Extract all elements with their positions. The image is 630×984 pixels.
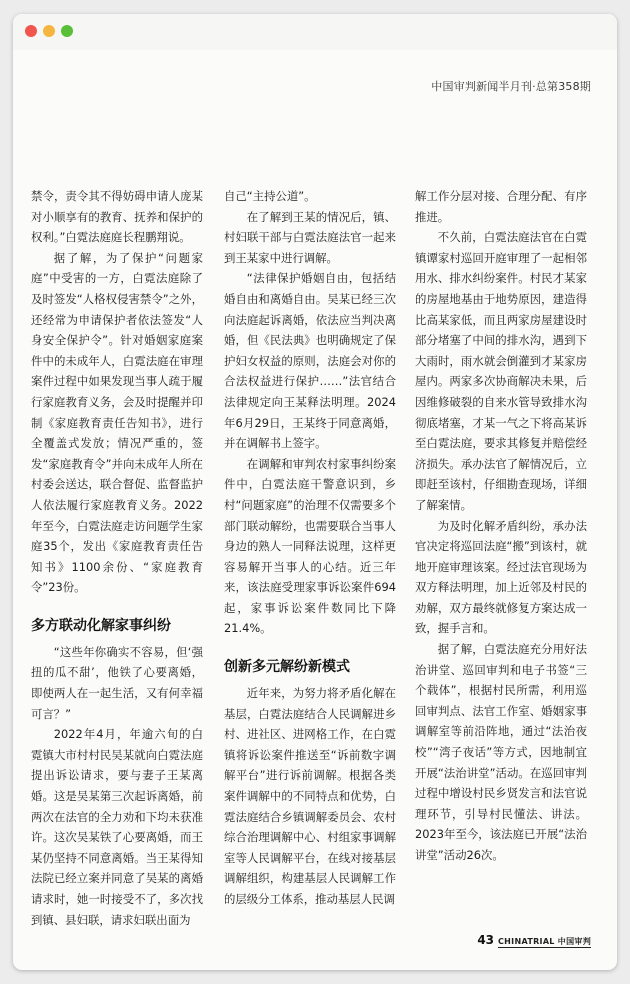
running-header: 中国审判新闻半月刊·总第358期 (431, 80, 591, 93)
paragraph: 禁令，责令其不得妨碍申请人庞某对小顺享有的教育、抚养和保护的权利。”白霓法庭庭长程鹏翔说。 (31, 189, 203, 245)
paragraph: 不久前，白霓法庭法官在白霓镇谭家村巡回开庭审理了一起相邻用水、排水纠纷案件。村民才某家的房屋地基由于地势原因，建造得比高某家低，而且两家房屋建设时部分堵塞了中间的排水沟，遇到下大雨时，雨水就会倒灌到才某家房屋内。两家多次协商解决未果，后因维修破裂的自来水管导致排水沟彻底堵塞，才某一气之下将高某诉至白霓法庭，要求其修复并赔偿经济损失。承办法官了解情况后，立即赶至该村，仔细勘查现场，详细了解案情。 (415, 230, 587, 512)
document-window (13, 14, 617, 970)
paragraph: “这些年你确实不容易，但‘强扭的瓜不甜’，他铁了心要离婚，即使两人在一起生活，又有何幸福可言？” (31, 644, 203, 721)
title-bar (13, 14, 617, 50)
paragraph: 在调解和审判农村家事纠纷案件中，白霓法庭干警意识到，乡村“问题家庭”的治理不仅需要多个部门联动解纷，也需要联合当事人身边的熟人一同释法说理，这样更容易解开当事人的心结。近三年来，该法庭受理家事诉讼案件694起，家事诉讼案件数同比下降21.4%。 (224, 456, 396, 636)
paragraph: 据了解，白霓法庭充分用好法治讲堂、巡回审判和电子书签“三个载体”，根据村民所需，利用巡回审判点、法官工作室、婚姻家事调解室等前沿阵地，通过“法治夜校”“湾子夜话”等方式，因地制宜开展“法治讲堂”活动。在巡回审判过程中增设村民乡贤发言和法官说理环节，引导村民懂法、讲法。2023年至今，该法庭已开展“法治讲堂”活动26次。 (415, 642, 587, 862)
paragraph: “法律保护婚姻自由，包括结婚自由和离婚自由。吴某已经三次向法庭起诉离婚，依法应当判决离婚，但《民法典》也明确规定了保护妇女权益的原则，法庭会对你的合法权益进行保护……”法官结合法律规定向王某释法明理。2024年6月29日，王某终于同意离婚，并在调解书上签字。 (224, 271, 396, 451)
paragraph: 在了解到王某的情况后，镇、村妇联干部与白霓法庭法官一起来到王某家中进行调解。 (224, 209, 396, 265)
minimize-window-icon[interactable] (43, 25, 55, 37)
paragraph: 为及时化解矛盾纠纷，承办法官决定将巡回法庭“搬”到该村，就地开庭审理该案。经过法官现场为双方释法明理，加上近邻及村民的劝解，双方最终就修复方案达成一致，握手言和。 (415, 518, 587, 636)
magazine-logo: CHINATRIAL 中国审判 (498, 937, 591, 946)
paragraph: 近年来，为努力将矛盾化解在基层，白霓法庭结合人民调解进乡村、进社区、进网格工作，在白霓镇将诉讼案件推送至“诉前数字调解平台”进行诉前调解。根据各类案件调解中的不同特点和优势，白霓法庭结合乡镇调解委员会、农村综合治理调解中心、村组家事调解室等人民调解平台，在线对接基层调解组织，构建基层人民调解工作的层级分工体系，推动基层人民调 (224, 686, 396, 906)
paragraph: 2022年4月，年逾六旬的白霓镇大市村村民吴某就向白霓法庭提出诉讼请求，要与妻子王某离婚。这是吴某第三次起诉离婚，前两次在法官的全力劝和下均未获准许。这次吴某铁了心要离婚，而王某仍坚持不同意离婚。当王某得知法院已经立案并同意了吴某的离婚请求时，她一时接受不了，多次找到镇、县妇联，请求妇联出面为 (31, 727, 203, 927)
article-column-2 (224, 186, 396, 910)
paragraph: 自己“主持公道”。 (224, 189, 316, 203)
maximize-window-icon[interactable] (61, 25, 73, 37)
article-column-1 (31, 186, 203, 930)
article-column-3 (415, 186, 587, 866)
section-heading: 创新多元解纷新模式 (224, 659, 350, 676)
close-window-icon[interactable] (25, 25, 37, 37)
page-footer (477, 933, 591, 948)
paragraph: 解工作分层对接、合理分配、有序推进。 (415, 189, 587, 224)
page-number: 43 (477, 933, 495, 947)
section-heading: 多方联动化解家事纠纷 (31, 617, 171, 634)
paragraph: 据了解，为了保护“问题家庭”中受害的一方，白霓法庭除了及时签发“人格权侵害禁令”之外，还经常为申请保护者依法签发“人身安全保护令”。针对婚姻家庭案件中的未成年人，白霓法庭在审理案件过程中如果发现当事人疏于履行家庭教育义务，会及时提醒并印制《家庭教育责任告知书》，进行全覆盖式发放；情况严重的，签发“家庭教育令”并向未成年人所在村委会送达，联合督促、监督监护人依法履行家庭教育义务。2022年至今，白霓法庭走访问题学生家庭35个，发出《家庭教育责任告知书》1100余份、“家庭教育令”23份。 (31, 250, 203, 595)
